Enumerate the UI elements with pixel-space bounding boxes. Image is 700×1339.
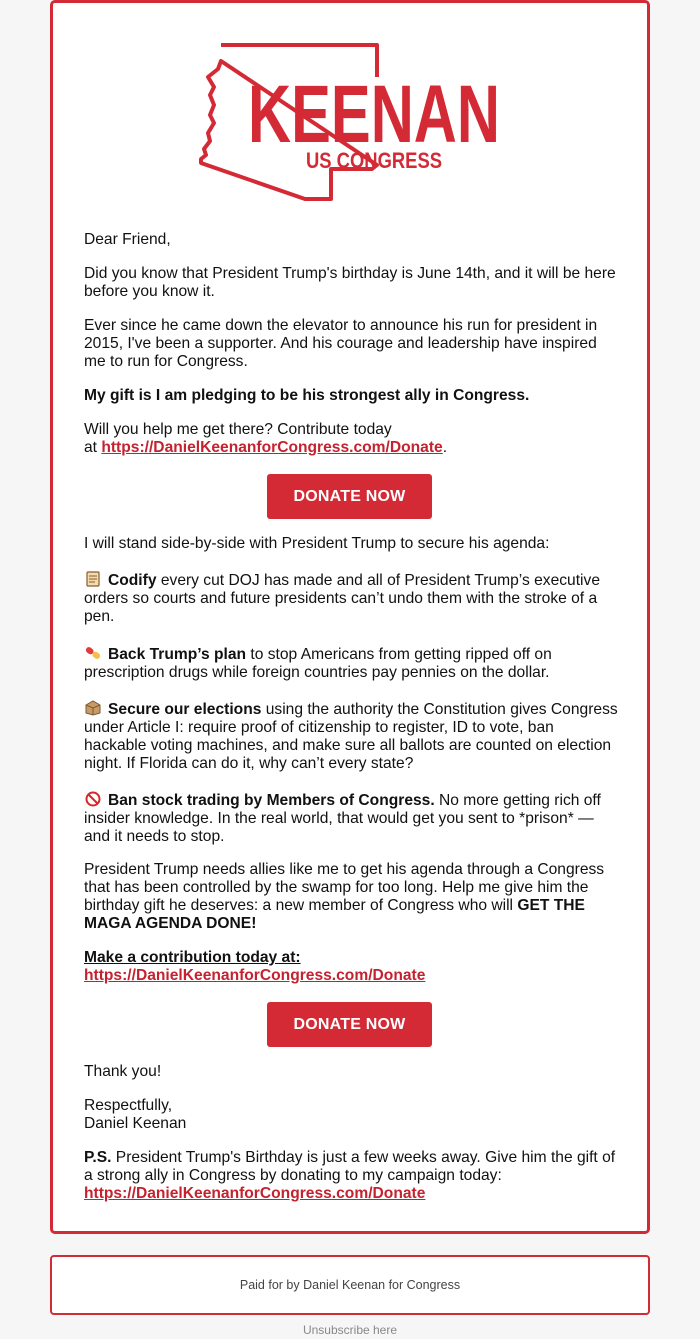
paragraph-allies (84, 861, 618, 933)
agenda-intro: I will stand side-by-side with President Trump to secure his agenda: (84, 535, 550, 552)
help-text: Will you help me get there? Contribute today (84, 421, 392, 438)
greeting: Dear Friend, (84, 231, 171, 248)
postscript (84, 1149, 618, 1203)
agenda-item-drugs (84, 645, 618, 682)
ps-label: P.S. (84, 1149, 112, 1166)
paragraph-birthday: Did you know that President Trump's birthday is June 14th, and it will be here before you know it. (84, 265, 616, 300)
signature: Daniel Keenan (84, 1115, 187, 1132)
donate-now-button-2[interactable]: DONATE NOW (267, 1002, 432, 1047)
paragraph-pledge: My gift is I am pledging to be his strongest ally in Congress. (84, 387, 530, 404)
drugs-text: to stop Americans from getting ripped off on prescription drugs while foreign countries pay pennies on the dollar. (84, 646, 552, 681)
stock-bold: Ban stock trading by Members of Congress. (108, 792, 435, 809)
period: . (442, 439, 448, 456)
logo-name: KEENAN (248, 69, 500, 160)
stock-text: No more getting rich off insider knowledge. In the real world, that would get you sent to *prison* — and it needs to stop. (84, 792, 601, 845)
paid-for-footer (50, 1255, 650, 1315)
keenan-logo (196, 41, 502, 206)
thank-you: Thank you! (84, 1063, 162, 1080)
agenda-item-elections (84, 700, 618, 773)
ballot-box-icon (84, 700, 102, 716)
contribute-heading: Make a contribution today at: (84, 949, 301, 966)
contribute-block (84, 949, 425, 985)
elections-text: using the authority the Constitution gives Congress under Article I: require proof of citizenship to register, ID to vote, ban hackable voting machines, and make sure all ballots are counted on election night. If Florida can do it, why can’t every state? (84, 701, 618, 772)
paragraph-supporter: Ever since he came down the elevator to announce his run for president in 2015, I've been a supporter. And his courage and leadership have inspired me to run for Congress. (84, 317, 598, 370)
unsubscribe-link[interactable]: Unsubscribe here (302, 1323, 398, 1337)
donate-link-3[interactable]: https://DanielKeenanforCongress.com/Donate (84, 1185, 426, 1202)
logo-subtitle: US CONGRESS (306, 148, 442, 173)
drugs-bold: Back Trump’s plan (108, 646, 247, 663)
paid-for-text: Paid for by Daniel Keenan for Congress (239, 1278, 461, 1292)
donate-link[interactable]: https://DanielKeenanforCongress.com/Donate (101, 439, 443, 456)
prohibited-icon (84, 791, 102, 807)
agenda-item-stock (84, 791, 618, 846)
agenda-item-codify (84, 571, 618, 626)
donate-now-button[interactable]: DONATE NOW (267, 474, 432, 519)
codify-bold: Codify (108, 572, 157, 589)
scroll-icon (84, 571, 102, 587)
email-card (50, 0, 650, 1234)
elections-bold: Secure our elections (108, 701, 262, 718)
help-text-at: at (84, 439, 102, 456)
signature-block (84, 1097, 186, 1133)
maga-agenda-text: GET THE MAGA AGENDA DONE! (84, 897, 585, 932)
ps-text: President Trump's Birthday is just a few weeks away. Give him the gift of a strong ally in Congress by donating to my campaign today: (84, 1149, 616, 1184)
paragraph-help (84, 421, 447, 457)
donate-link-2[interactable]: https://DanielKeenanforCongress.com/Donate (84, 967, 426, 984)
pill-icon (84, 645, 102, 661)
allies-text: President Trump needs allies like me to get his agenda through a Congress that has been controlled by the swamp for too long. Help me give him the birthday gift he deserves: a new member of Congress who will (84, 861, 605, 914)
signoff: Respectfully, (84, 1097, 173, 1114)
codify-text: every cut DOJ has made and all of President Trump’s executive orders so courts and future presidents can’t undo them with the stroke of a pen. (84, 572, 600, 625)
